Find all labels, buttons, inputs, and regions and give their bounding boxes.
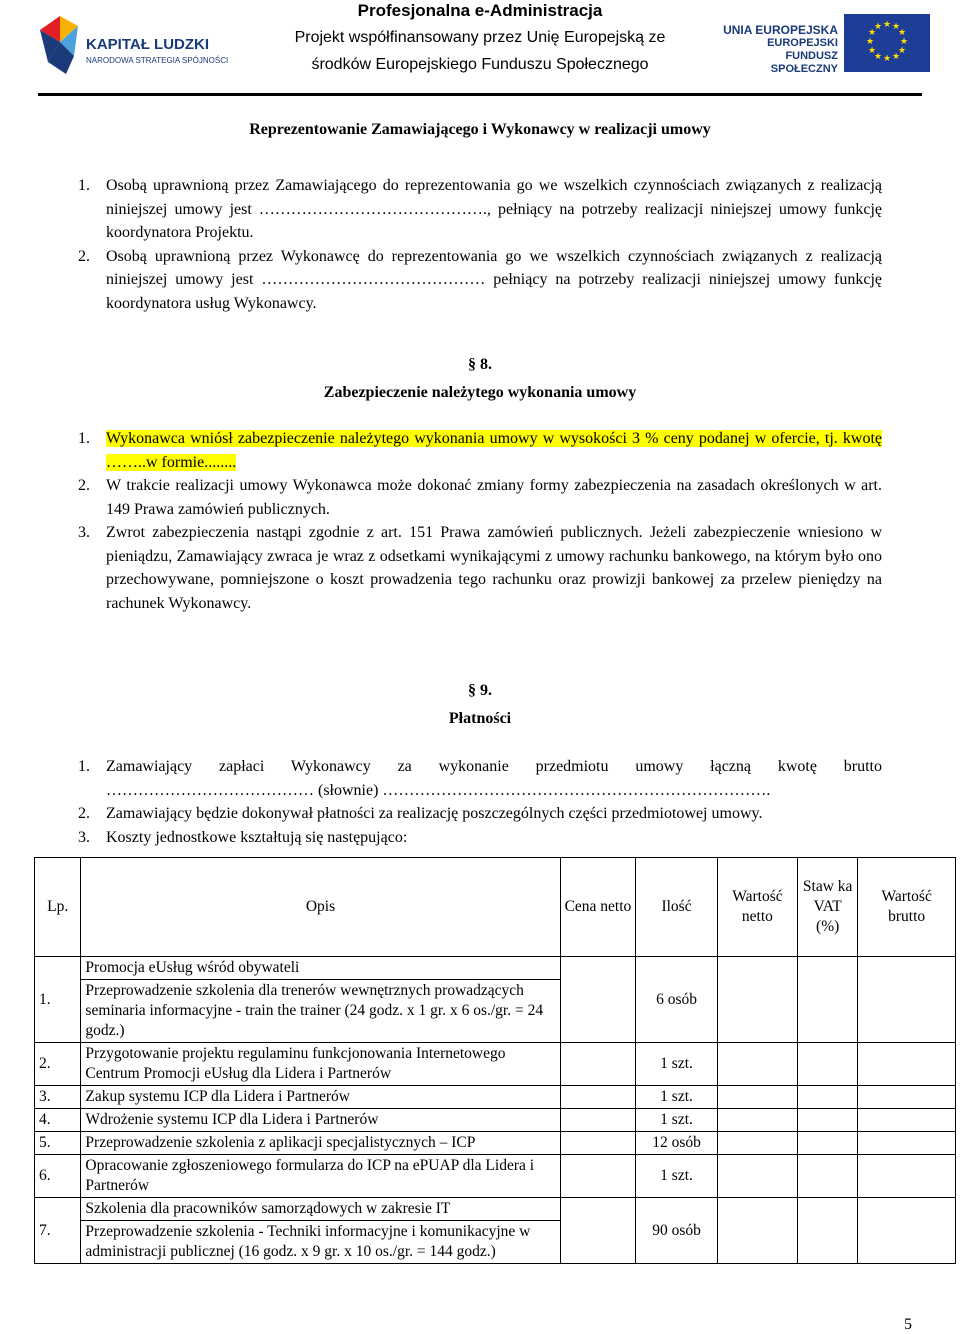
table-row [35, 1132, 956, 1155]
paragraph-8-number: § 8. [468, 356, 492, 373]
representation-item [78, 245, 882, 316]
security-item [78, 427, 882, 474]
cell-ilosc: 1 szt. [636, 1086, 717, 1109]
cell-empty [560, 1132, 636, 1155]
page-number: 5 [904, 1316, 912, 1333]
eu-logo-text [720, 24, 838, 76]
cell-empty [717, 1109, 797, 1132]
cell-empty [560, 1043, 636, 1086]
cell-empty [858, 957, 956, 1043]
spacer [78, 315, 882, 353]
header-lp: Lp. [35, 858, 81, 957]
payment-item [78, 826, 882, 850]
security-item [78, 474, 882, 521]
representation-item [78, 174, 882, 245]
header-opis: Opis [81, 858, 560, 957]
header-cofinancing-line2: środków Europejskiego Funduszu Społecznego [311, 56, 649, 73]
item-number: 1. [78, 430, 90, 447]
cell-empty [717, 1086, 797, 1109]
cell-ilosc: 90 osób [636, 1198, 717, 1264]
item-number: 3. [78, 524, 90, 541]
cell-lp: 5. [35, 1132, 81, 1155]
svg-text:★: ★ [867, 46, 877, 56]
item-text: Zamawiający będzie dokonywał płatności za realizację poszczególnych części przedmiotowej umowy. [106, 805, 763, 822]
svg-text:★: ★ [891, 52, 901, 62]
svg-text:★: ★ [865, 37, 875, 47]
cell-ilosc: 12 osób [636, 1132, 717, 1155]
item-text: Zamawiający zapłaci Wykonawcy za wykonanie przedmiotu umowy łączną kwotę brutto ………………………………… (słownie) ………………………………………………………………. [106, 758, 882, 799]
unit-costs-table [34, 857, 956, 1264]
header-cena-netto: Cena netto [560, 858, 636, 957]
item-number: 2. [78, 805, 90, 822]
spacer [78, 142, 882, 174]
paragraph-9-number: § 9. [468, 682, 492, 699]
category-label: Promocja eUsług wśród obywateli [81, 957, 560, 980]
cell-empty [798, 1109, 858, 1132]
paragraph-9-title: Płatności [448, 710, 512, 727]
header-ilosc: Ilość [636, 858, 717, 957]
cell-lp: 2. [35, 1043, 81, 1086]
item-text-highlighted: Wykonawca wniósł zabezpieczenie należytego wykonania umowy w wysokości 3 % ceny podanej w ofercie, tj. kwotę ……..w formie........ [106, 430, 882, 471]
cell-empty [858, 1043, 956, 1086]
svg-text:★: ★ [897, 28, 907, 38]
spacer [78, 731, 882, 755]
cell-lp: 3. [35, 1086, 81, 1109]
item-number: 2. [78, 477, 90, 494]
svg-text:★: ★ [873, 52, 883, 62]
eu-logo [720, 14, 940, 84]
header-stawka-vat: Staw ka VAT (%) [798, 858, 858, 957]
cell-empty [560, 1086, 636, 1109]
category-label: Szkolenia dla pracowników samorządowych w zakresie IT [81, 1198, 560, 1221]
table-row [35, 957, 956, 980]
cell-empty [560, 1198, 636, 1264]
cell-empty [798, 957, 858, 1043]
cell-empty [798, 1155, 858, 1198]
cell-opis: Przeprowadzenie szkolenia dla trenerów wewnętrznych prowadzących seminaria informacyjne - train the trainer (24 godz. x 1 gr. x 6 os./gr. = 24 godz.) [81, 980, 560, 1043]
cell-ilosc: 1 szt. [636, 1109, 717, 1132]
cell-ilosc: 1 szt. [636, 1043, 717, 1086]
item-number: 3. [78, 828, 90, 846]
spacer [78, 405, 882, 427]
cell-empty [798, 1198, 858, 1264]
item-text: Koszty jednostkowe kształtują się następująco: [106, 828, 408, 846]
cell-lp: 1. [35, 957, 81, 1043]
cell-opis: Zakup systemu ICP dla Lidera i Partnerów [81, 1086, 560, 1109]
table-row [35, 1198, 956, 1221]
cell-empty [858, 1198, 956, 1264]
representation-section-title: Reprezentowanie Zamawiającego i Wykonawcy w realizacji umowy [249, 121, 711, 138]
cell-empty [717, 1155, 797, 1198]
cell-lp: 4. [35, 1109, 81, 1132]
eu-flag-icon [844, 14, 930, 72]
eu-logo-line1: UNIA EUROPEJSKA [723, 23, 838, 37]
cell-opis: Wdrożenie systemu ICP dla Lidera i Partnerów [81, 1109, 560, 1132]
spacer [78, 615, 882, 679]
item-number: 1. [78, 758, 90, 775]
item-text: W trakcie realizacji umowy Wykonawca może dokonać zmiany formy zabezpieczenia na zasadach określonych w art. 149 Prawa zamówień publicznych. [106, 477, 882, 518]
cell-ilosc: 1 szt. [636, 1155, 717, 1198]
document-body [78, 118, 882, 849]
kapital-ludzki-title: KAPITAŁ LUDZKI [86, 36, 210, 53]
item-text: Osobą uprawnioną przez Wykonawcę do reprezentowania go we wszelkich czynnościach związanych z realizacją niniejszej umowy jest …………………………………… pełniący na potrzeby realizacji niniejszej umowy funkcję koordynatora usług Wykonawcy. [106, 247, 882, 312]
svg-text:★: ★ [891, 22, 901, 32]
cell-empty [858, 1132, 956, 1155]
cell-lp: 7. [35, 1198, 81, 1264]
item-text: Zwrot zabezpieczenia nastąpi zgodnie z art. 151 Prawa zamówień publicznych. Jeżeli zabezpieczenie wniesiono w pieniądzu, Zamawiający zwraca je wraz z odsetkami wynikającymi z umowy rachunku bankowego, na którym było ono przechowywane, pomniejszone o koszt prowadzenia tego rachunku oraz prowizji bankowej za przelew pieniędzy na rachunek Wykonawcy. [106, 524, 882, 612]
eu-logo-line2: EUROPEJSKI [767, 37, 838, 49]
cell-opis: Przeprowadzenie szkolenia - Techniki informacyjne i komunikacyjne w administracji publicznej (16 godz. x 9 gr. x 10 os./gr. = 144 godz.) [81, 1221, 560, 1264]
table-row [35, 1109, 956, 1132]
svg-text:★: ★ [882, 20, 892, 30]
cell-empty [560, 957, 636, 1043]
payment-item [78, 755, 882, 802]
cell-ilosc: 6 osób [636, 957, 717, 1043]
cell-empty [717, 1198, 797, 1264]
cell-empty [798, 1043, 858, 1086]
table-row [35, 1086, 956, 1109]
cell-empty [798, 1132, 858, 1155]
document-header [0, 0, 960, 90]
header-wartosc-netto: Wartość netto [717, 858, 797, 957]
table-row [35, 1155, 956, 1198]
cell-opis: Przygotowanie projektu regulaminu funkcjonowania Internetowego Centrum Promocji eUsług dla Lidera i Partnerów [81, 1043, 560, 1086]
cell-empty [560, 1109, 636, 1132]
cell-opis: Opracowanie zgłoszeniowego formularza do ICP na ePUAP dla Lidera i Partnerów [81, 1155, 560, 1198]
table-header-row [35, 858, 956, 957]
header-wartosc-brutto: Wartość brutto [858, 858, 956, 957]
svg-text:★: ★ [897, 46, 907, 56]
cell-empty [560, 1155, 636, 1198]
svg-text:★: ★ [867, 28, 877, 38]
item-number: 2. [78, 247, 90, 265]
cell-empty [858, 1155, 956, 1198]
eu-logo-line3: FUNDUSZ SPOŁECZNY [770, 50, 838, 75]
item-number: 1. [78, 177, 90, 194]
svg-text:★: ★ [899, 37, 909, 47]
cell-empty [717, 1132, 797, 1155]
kapital-ludzki-subtitle: NARODOWA STRATEGIA SPÓJNOŚCI [86, 56, 229, 65]
payment-item [78, 802, 882, 826]
svg-text:★: ★ [873, 22, 883, 32]
table-row [35, 1043, 956, 1086]
cell-empty [798, 1086, 858, 1109]
cell-opis: Przeprowadzenie szkolenia z aplikacji specjalistycznych – ICP [81, 1132, 560, 1155]
item-text: Osobą uprawnioną przez Zamawiającego do reprezentowania go we wszelkich czynnościach związanych z realizacją niniejszej umowy jest ……………………………………., pełniący na potrzeby realizacji niniejszej umowy funkcję koordynatora Projektu. [106, 177, 882, 241]
cell-empty [717, 957, 797, 1043]
header-program-title: Profesjonalna e-Administracja [357, 1, 603, 20]
cell-empty [858, 1109, 956, 1132]
header-cofinancing-line1: Projekt współfinansowany przez Unię Europejską ze [294, 29, 666, 46]
cell-empty [717, 1043, 797, 1086]
svg-text:★: ★ [882, 54, 892, 64]
header-divider [38, 93, 922, 96]
cell-lp: 6. [35, 1155, 81, 1198]
paragraph-8-title: Zabezpieczenie należytego wykonania umowy [323, 384, 637, 401]
security-item [78, 521, 882, 615]
cell-empty [858, 1086, 956, 1109]
